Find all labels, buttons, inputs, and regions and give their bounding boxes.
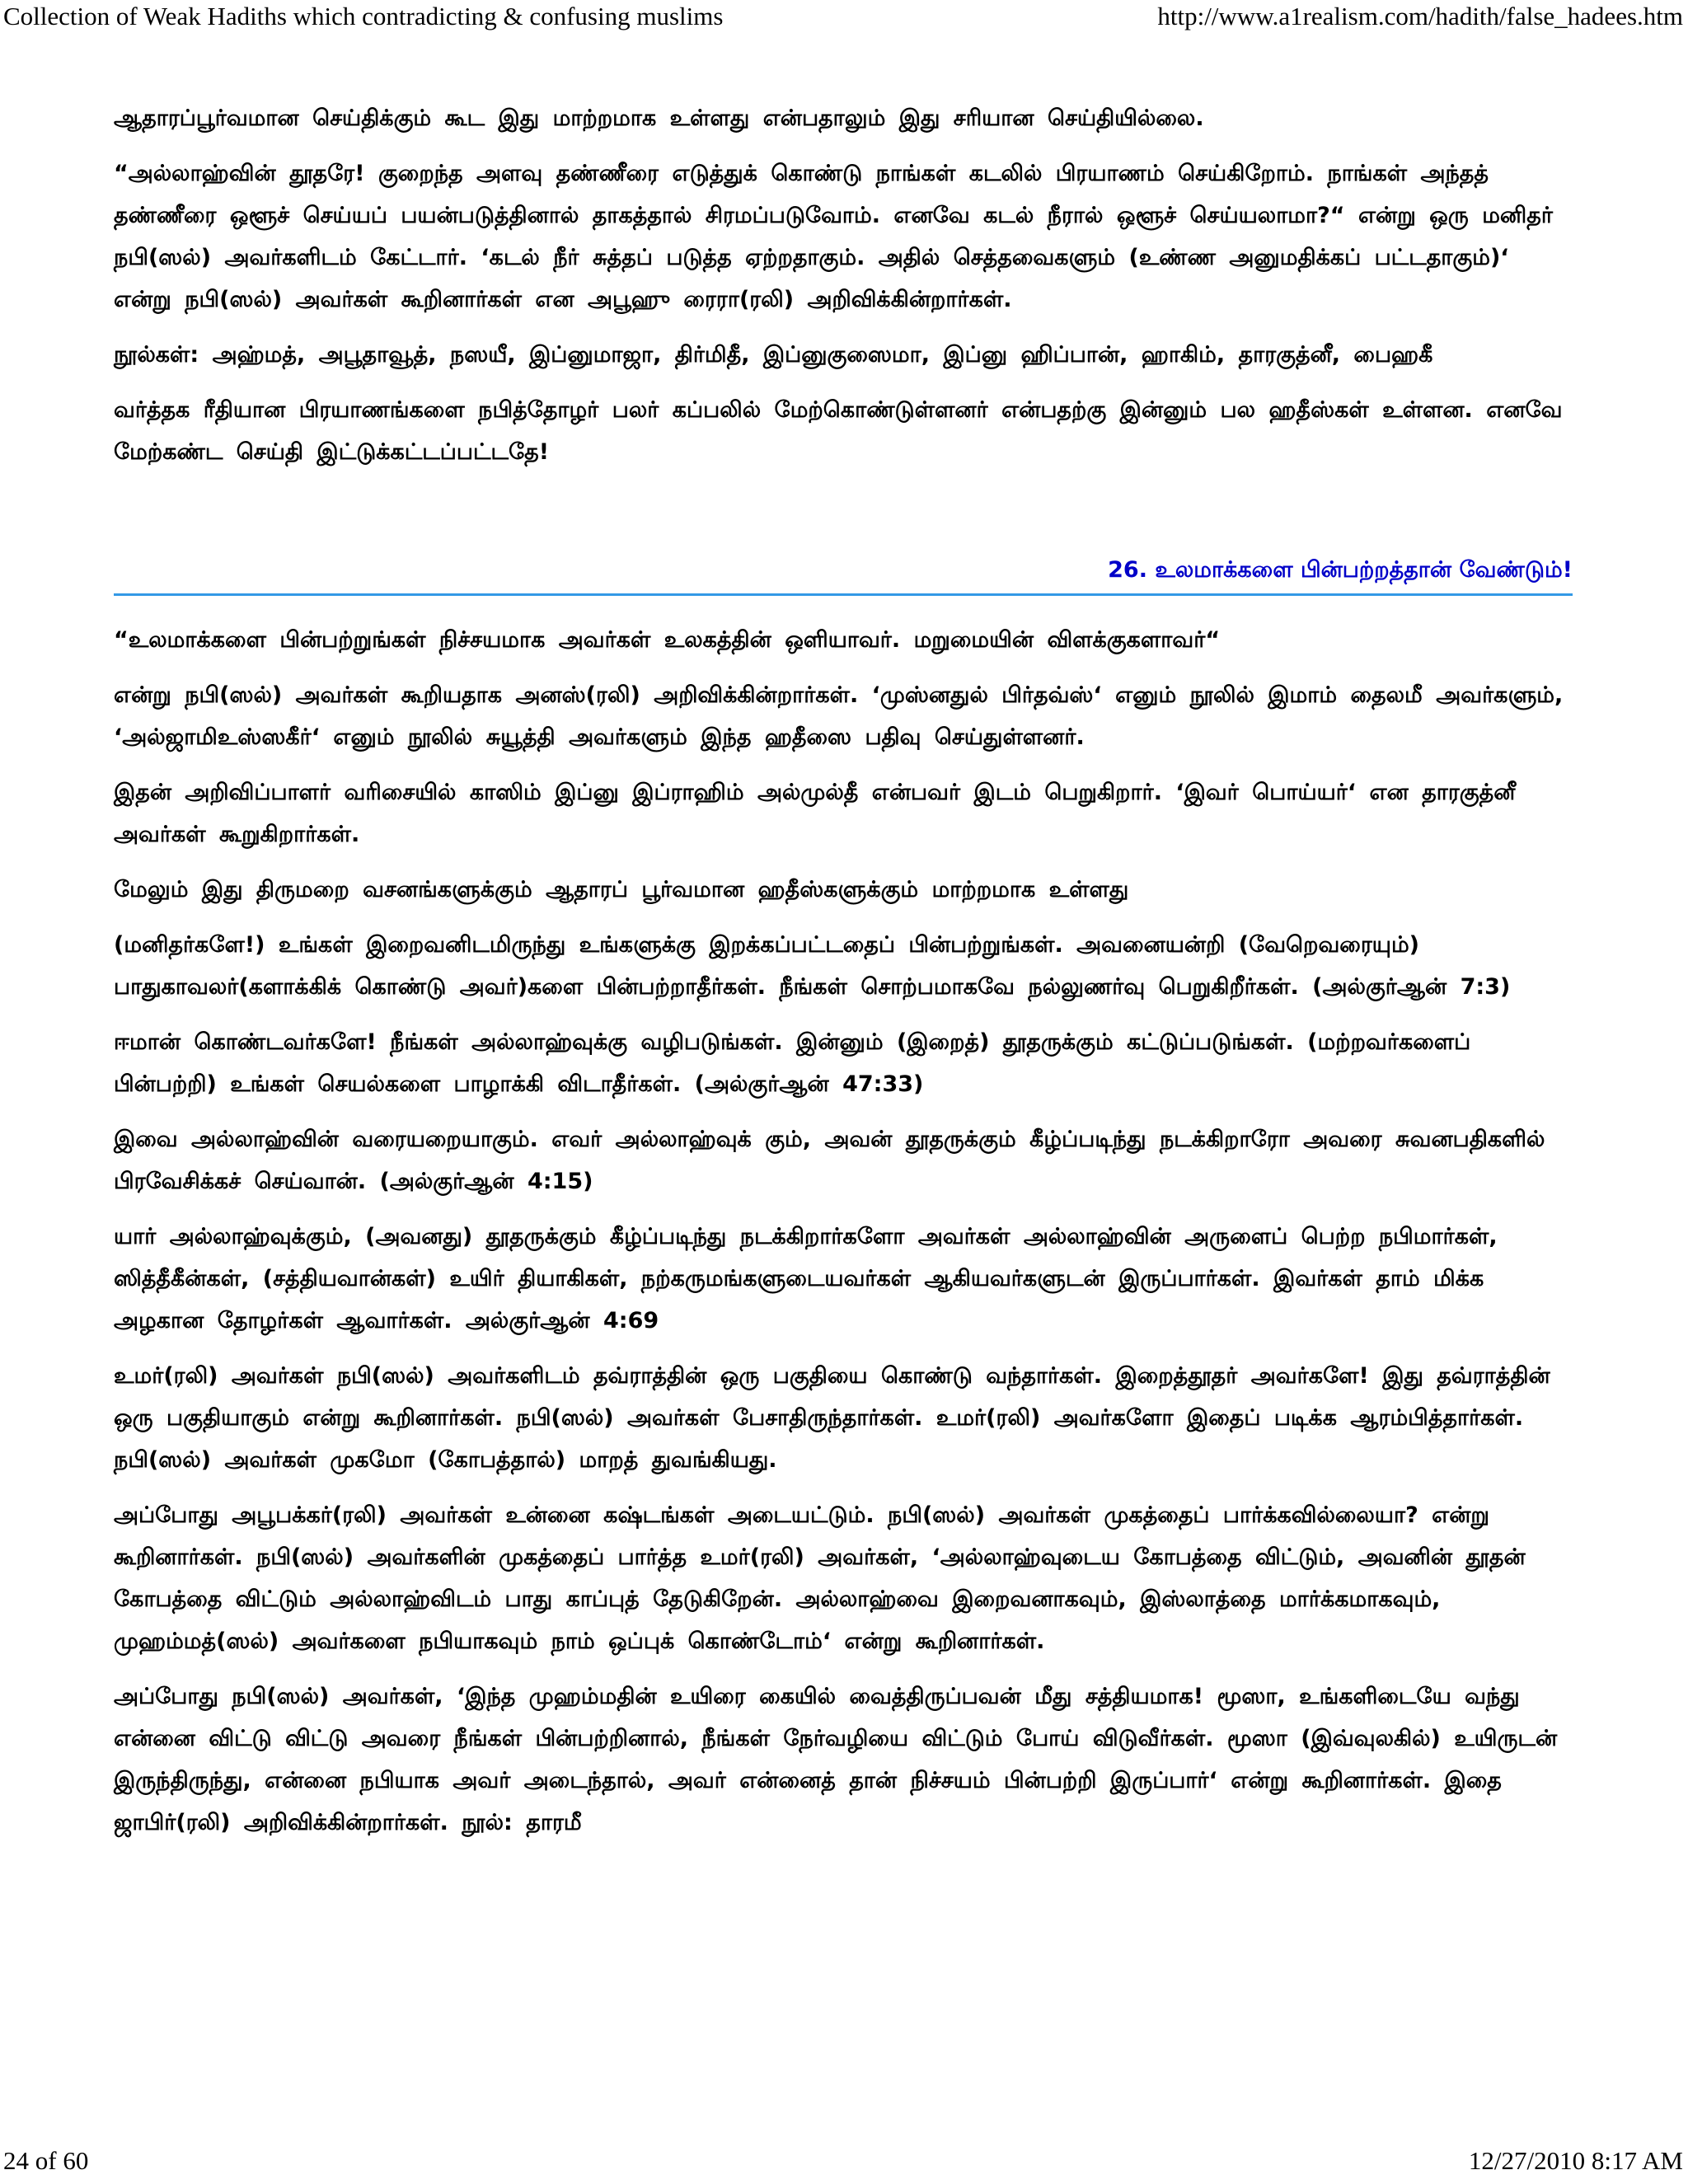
paragraph: “உலமாக்களை பின்பற்றுங்கள் நிச்சயமாக அவர்கள் உலகத்தின் ஒளியாவர். மறுமையின் விளக்குகளாவர்“ <box>114 627 1221 653</box>
paragraph: அப்போது அபூபக்கர்(ரலி) அவர்கள் உன்னை கஷ்டங்கள் அடையட்டும். நபி(ஸல்) அவர்கள் முகத்தைப் பார்க்கவில்லையா? என்று கூறினார்கள். நபி(ஸல்) அவர்களின் முகத்தைப் பார்த்த உமர்(ரலி) அவர்கள், ‘அல்லாஹ்வுடைய கோபத்தை விட்டும், அவனின் தூதன் கோபத்தை விட்டும் அல்லாஹ்விடம் பாது காப்புத் தேடுகிறேன். அல்லாஹ்வை இறைவனாகவும், இஸ்லாத்தை மார்க்கமாகவும், முஹம்மத்(ஸல்) அவர்களை நபியாகவும் நாம் ஒப்புக் கொண்டோம்‘ என்று கூறினார்கள். <box>114 1502 1526 1654</box>
quran-quote: யார் அல்லாஹ்வுக்கும், (அவனது) தூதருக்கும் கீழ்ப்படிந்து நடக்கிறார்களோ அவர்கள் அல்லாஹ்வின் அருளைப் பெற்ற நபிமார்கள், ஸித்தீகீன்கள், (சத்தியவான்கள்) உயிர் தியாகிகள், நற்கருமங்களுடையவர்கள் ஆகியவர்களுடன் இருப்பார்கள். இவர்கள் தாம் மிக்க அழகான தோழர்கள் ஆவார்கள். அல்குர்ஆன் 4:69 <box>114 1224 1498 1333</box>
paragraph: நூல்கள்: அஹ்மத், அபூதாவூத், நஸயீ, இப்னுமாஜா, திர்மிதீ, இப்னுகுஸைமா, இப்னு ஹிப்பான், ஹாகிம், தாரகுத்னீ, பைஹகீ <box>114 342 1433 368</box>
paragraph: “அல்லாஹ்வின் தூதரே! குறைந்த அளவு தண்ணீரை எடுத்துக் கொண்டு நாங்கள் கடலில் பிரயாணம் செய்கிறோம். நாங்கள் அந்தத் தண்ணீரை ஒளூச் செய்யப் பயன்படுத்தினால் தாகத்தால் சிரமப்படுவோம். எனவே கடல் நீரால் ஒளூச் செய்யலாமா?“ என்று ஒரு மனிதர் நபி(ஸல்) அவர்களிடம் கேட்டார். ‘கடல் நீர் சுத்தப் படுத்த ஏற்றதாகும். அதில் செத்தவைகளும் (உண்ண அனுமதிக்கப் பட்டதாகும்)‘ என்று நபி(ஸல்) அவர்கள் கூறினார்கள் என அபூஹு ரைரா(ரலி) அறிவிக்கின்றார்கள். <box>114 161 1553 312</box>
section-divider <box>114 593 1573 596</box>
print-datetime: 12/27/2010 8:17 AM <box>1468 2146 1683 2175</box>
quran-quote: ஈமான் கொண்டவர்களே! நீங்கள் அல்லாஹ்வுக்கு வழிபடுங்கள். இன்னும் (இறைத்) தூதருக்கும் கட்டுப்படுங்கள். (மற்றவர்களைப் பின்பற்றி) உங்கள் செயல்களை பாழாக்கி விடாதீர்கள். (அல்குர்ஆன் 47:33) <box>114 1029 1471 1097</box>
paragraph: வர்த்தக ரீதியான பிரயாணங்களை நபித்தோழர் பலர் கப்பலில் மேற்கொண்டுள்ளனர் என்பதற்கு இன்னும் பல ஹதீஸ்கள் உள்ளன. எனவே மேற்கண்ட செய்தி இட்டுக்கட்டப்பட்டதே! <box>114 397 1563 465</box>
paragraph: என்று நபி(ஸல்) அவர்கள் கூறியதாக அனஸ்(ரலி) அறிவிக்கின்றார்கள். ‘முஸ்னதுல் பிர்தவ்ஸ்‘ எனும் நூலில் இமாம் தைலமீ அவர்களும், ‘அல்ஜாமிஉஸ்ஸகீர்‘ எனும் நூலில் சுயூத்தி அவர்களும் இந்த ஹதீஸை பதிவு செய்துள்ளனர். <box>114 682 1564 750</box>
paragraph: அப்போது நபி(ஸல்) அவர்கள், ‘இந்த முஹம்மதின் உயிரை கையில் வைத்திருப்பவன் மீது சத்தியமாக! மூஸா, உங்களிடையே வந்து என்னை விட்டு விட்டு அவரை நீங்கள் பின்பற்றினால், நீங்கள் நேர்வழியை விட்டும் போய் விடுவீர்கள். மூஸா (இவ்வுலகில்) உயிருடன் இருந்திருந்து, என்னை நபியாக அவர் அடைந்தால், அவர் என்னைத் தான் நிச்சயம் பின்பற்றி இருப்பார்‘ என்று கூறினார்கள். இதை ஜாபிர்(ரலி) அறிவிக்கின்றார்கள். நூல்: தாரமீ <box>114 1684 1558 1835</box>
paragraph: உமர்(ரலி) அவர்கள் நபி(ஸல்) அவர்களிடம் தவ்ராத்தின் ஒரு பகுதியை கொண்டு வந்தார்கள். இறைத்தூதர் அவர்களே! இது தவ்ராத்தின் ஒரு பகுதியாகும் என்று கூறினார்கள். நபி(ஸல்) அவர்கள் பேசாதிருந்தார்கள். உமர்(ரலி) அவர்களோ இதைப் படிக்க ஆரம்பித்தார்கள். நபி(ஸல்) அவர்கள் முகமோ (கோபத்தால்) மாறத் துவங்கியது. <box>114 1363 1550 1473</box>
paragraph: ஆதாரப்பூர்வமான செய்திக்கும் கூட இது மாற்றமாக உள்ளது என்பதாலும் இது சரியான செய்தியில்லை. <box>114 105 1204 131</box>
spacer <box>114 486 1573 554</box>
paragraph: மேலும் இது திருமறை வசனங்களுக்கும் ஆதாரப் பூர்வமான ஹதீஸ்களுக்கும் மாற்றமாக உள்ளது <box>114 877 1129 902</box>
page-header-url: http://www.a1realism.com/hadith/false_hadees.htm <box>1157 2 1683 30</box>
page-header-title: Collection of Weak Hadiths which contradicting & confusing muslims <box>3 2 724 30</box>
document-body <box>114 97 1573 1857</box>
page-number: 24 of 60 <box>3 2146 89 2175</box>
paragraph: இதன் அறிவிப்பாளர் வரிசையில் காஸிம் இப்னு இப்ராஹிம் அல்முல்தீ என்பவர் இடம் பெறுகிறார். ‘இவர் பொய்யர்‘ என தாரகுத்னீ அவர்கள் கூறுகிறார்கள். <box>114 780 1516 847</box>
quran-quote: (மனிதர்களே!) உங்கள் இறைவனிடமிருந்து உங்களுக்கு இறக்கப்பட்டதைப் பின்பற்றுங்கள். அவனையன்றி (வேறெவரையும்) பாதுகாவலர்(களாக்கிக் கொண்டு அவர்)களை பின்பற்றாதீர்கள். நீங்கள் சொற்பமாகவே நல்லுணர்வு பெறுகிறீர்கள். (அல்குர்ஆன் 7:3) <box>114 932 1511 1000</box>
quran-quote: இவை அல்லாஹ்வின் வரையறையாகும். எவர் அல்லாஹ்வுக் கும், அவன் தூதருக்கும் கீழ்ப்படிந்து நடக்கிறாரோ அவரை சுவனபதிகளில் பிரவேசிக்கச் செய்வான். (அல்குர்ஆன் 4:15) <box>114 1127 1545 1194</box>
section-title: 26. உலமாக்களை பின்பற்றத்தான் வேண்டும்! <box>1108 557 1573 583</box>
